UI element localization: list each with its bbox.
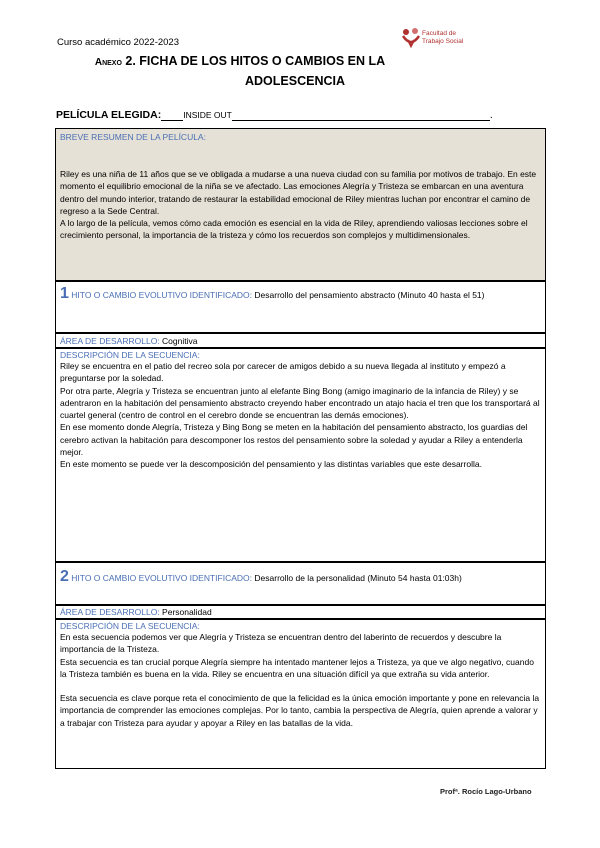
area-value: Personalidad xyxy=(162,607,212,617)
pelicula-row: PELÍCULA ELEGIDA: INSIDE OUT . xyxy=(56,109,493,121)
logo-line1: Facultad de xyxy=(422,30,456,37)
description-box-1 xyxy=(55,348,546,562)
pelicula-value: INSIDE OUT xyxy=(183,110,232,120)
description-paragraph: En ese momento donde Alegría, Tristeza y Bing Bong se meten en la habitación del pensamiento abstracto, los guardias del cerebro activan la habitación para descomponer los restos del pensamiento sobre la soledad y ayudar a Riley a entenderla mejor. xyxy=(60,422,528,458)
area-row-1 xyxy=(55,333,546,348)
milestone-number: 1 xyxy=(60,285,69,302)
area-label: ÁREA DE DESARROLLO: xyxy=(60,336,160,346)
title-prefix: Anexo xyxy=(94,57,122,68)
milestone-value: Desarrollo de la personalidad (Minuto 54 hasta 01:03h) xyxy=(254,573,462,583)
title-line2: ADOLESCENCIA xyxy=(245,74,346,88)
milestone-1-box xyxy=(55,281,546,333)
description-paragraph: Riley se encuentra en el patio del recreo sola por carecer de amigos debido a su nueva llegada al instituto y empezó a preguntarse por la soledad. xyxy=(60,361,506,384)
summary-paragraph: A lo largo de la película, vemos cómo cada emoción es esencial en la vida de Riley, aprendiendo valiosas lecciones sobre el crecimiento personal, la importancia de la tristeza y cómo los recuerdos son complejos y multidimensionales. xyxy=(60,218,528,241)
description-box-2 xyxy=(55,619,546,769)
description-paragraph: Por otra parte, Alegría y Tristeza se encuentran junto al elefante Bing Bong (amigo imaginario de la infancia de Riley) y se adentraron en la habitación del pensamiento abstracto creyendo haber encontrado un atajo hacia el tren que los transportará al cuartel general (centro de control en el cerebro donde se encuentran las demás emociones). xyxy=(60,385,540,421)
summary-paragraph: Riley es una niña de 11 años que se ve obligada a mudarse a una nueva ciudad con su familia por motivos de trabajo. En este momento el equilibrio emocional de la niña se ve afectado. Las emociones Alegría y Tristeza se embarcan en una aventura dentro del mundo interior, tratando de restaurar la estabilidad emocional de Riley mientras luchan por encontrar el camino de regreso a la Sede Central. xyxy=(60,169,537,216)
summary-box xyxy=(55,128,546,281)
milestone-label: HITO O CAMBIO EVOLUTIVO IDENTIFICADO: xyxy=(71,573,253,583)
milestone-label: HITO O CAMBIO EVOLUTIVO IDENTIFICADO: xyxy=(71,290,253,300)
milestone-value: Desarrollo del pensamiento abstracto (Minuto 40 hasta el 51) xyxy=(254,290,485,300)
description-label: DESCRIPCIÓN DE LA SECUENCIA: xyxy=(60,621,200,631)
summary-label: BREVE RESUMEN DE LA PELÍCULA: xyxy=(60,132,206,142)
author-footer: Profª. Rocío Lago-Urbano xyxy=(440,787,532,796)
pelicula-label: PELÍCULA ELEGIDA xyxy=(56,109,158,121)
description-paragraph: En este momento se puede ver la descomposición del pensamiento y las distintas variables que este desarrolla. xyxy=(60,459,482,470)
area-row-2 xyxy=(55,605,546,619)
description-paragraph: Esta secuencia es clave porque reta el conocimiento de que la felicidad es la única emoción importante y pone en relevancia la importancia de comprender las emociones complejas. Por lo tanto, cambia la perspectiva de Alegría, quien aprende a valorar y a trabajar con Tristeza para ayudar y apoyar a Riley en las batallas de la vida. xyxy=(60,693,540,728)
description-label: DESCRIPCIÓN DE LA SECUENCIA: xyxy=(60,350,200,360)
milestone-2-box xyxy=(55,562,546,605)
milestone-number: 2 xyxy=(60,568,69,585)
description-paragraph: En esta secuencia podemos ver que Alegría y Tristeza se encuentran dentro del laberinto de recuerdos y descubre la importancia de la Tristeza. xyxy=(60,632,502,655)
area-value: Cognitiva xyxy=(162,336,198,346)
course-year: Curso académico 2022-2023 xyxy=(57,37,179,48)
document-title xyxy=(60,52,420,91)
logo-emblem-icon xyxy=(400,26,422,50)
area-label: ÁREA DE DESARROLLO: xyxy=(60,607,160,617)
logo-line2: Trabajo Social xyxy=(422,38,464,45)
title-main: 2. FICHA DE LOS HITOS O CAMBIOS EN LA xyxy=(125,54,386,68)
description-paragraph: Esta secuencia es tan crucial porque Alegría siempre ha intentado mantener lejos a Tristeza, ya que ve algo negativo, cuando la Tristeza también es buena en la vida. Riley se encuentra en una situación difícil ya que extraña su vida anterior. xyxy=(60,656,534,679)
